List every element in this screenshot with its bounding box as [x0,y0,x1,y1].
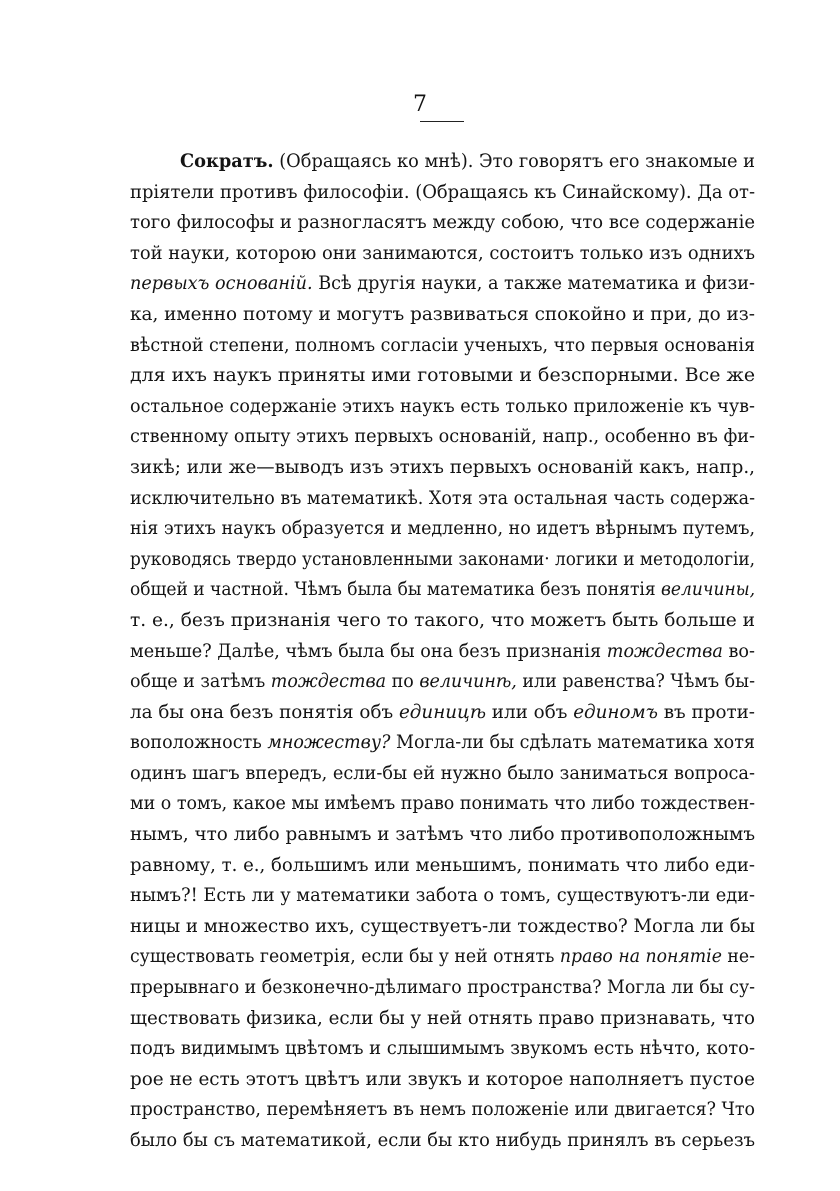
text-run: подъ видимымъ цвѣтомъ и слышимымъ звукомъ есть нѣчто, кото- [130,1037,755,1060]
italic-phrase: первыхъ основаній. [130,272,313,295]
text-run: или объ [485,700,574,723]
text-run: нымъ?! Есть ли у математики забота о томъ, существуютъ-ли еди- [130,884,755,907]
text-run: пріятели противъ философіи. (Обращаясь къ Синайскому). Да от- [130,180,755,203]
text-line [130,788,755,819]
text-line [130,207,755,238]
text-run: нія этихъ наукъ образуется и медленно, но идетъ вѣрнымъ путемъ, [130,517,755,540]
text-run: нымъ, что либо равнымъ и затѣмъ что либо противоположнымъ [130,823,755,846]
italic-phrase: тождества [270,670,387,693]
text-run: руководясь твердо установленными законами· логики и методологіи, [130,547,755,570]
text-line [130,1003,755,1034]
text-run: того философы и разногласятъ между собою, что все содержаніе [130,211,755,234]
text-line [130,758,755,789]
text-run: по [386,670,420,693]
text-run: ществовать физика, если бы у ней отнять право признавать, что [130,1006,755,1029]
text-run: обще и затѣмъ [130,670,271,693]
text-line [130,1064,755,1095]
italic-phrase: множеству? [267,731,391,754]
text-run: ми о томъ, какое мы имѣемъ право понимать что либо тождествен- [130,792,755,815]
text-line [130,452,755,483]
text-run: во- [722,639,755,662]
text-run: меньше? Далѣе, чѣмъ была бы она безъ признанія [130,639,607,662]
italic-phrase: единицѣ [398,700,486,723]
italic-phrase: величины, [661,578,755,601]
text-run: ственному опыту этихъ первыхъ основаній, напр., особенно въ фи- [130,425,755,448]
text-run: было бы съ математикой, если бы кто нибудь принялъ въ серьезъ [130,1129,755,1151]
text-run: Всѣ другія науки, а также математика и физи- [312,272,755,295]
text-line [130,330,755,361]
text-line [130,636,755,667]
text-line [130,513,755,544]
text-line [130,268,755,299]
text-line [130,819,755,850]
text-run: существовать геометрія, если бы у ней отнять [130,945,560,968]
text-run: воположность [130,731,268,754]
text-line [130,941,755,972]
text-line [130,421,755,452]
text-line [130,391,755,422]
page-number-rule [420,121,464,122]
text-run: въ проти- [657,700,755,723]
text-run: исключительно въ математикѣ. Хотя эта остальная часть содержа- [130,486,755,509]
text-line [130,146,755,177]
speaker-name: Сократъ. [180,150,274,172]
text-line [130,1094,755,1125]
text-run: остальное содержаніе этихъ наукъ есть только приложеніе къ чув- [130,394,755,417]
text-run: пространство, перемѣняетъ въ немъ положеніе или двигается? Что [130,1098,755,1121]
text-run: ка, именно потому и могутъ развиваться спокойно и при, до из- [130,302,755,325]
text-run: или равенства? Чѣмъ бы- [516,670,755,693]
italic-phrase: единомъ [573,700,658,723]
italic-phrase: право на понятіе [559,945,722,968]
page-number: 7 [413,92,427,117]
body-text [130,146,755,1156]
text-line [130,972,755,1003]
text-line [130,605,755,636]
text-run: Могла-ли бы сдѣлать математика хотя [390,731,755,754]
text-line [130,880,755,911]
text-run: ла бы она безъ понятія объ [130,700,399,723]
italic-phrase: величинѣ, [419,670,517,693]
text-line [130,177,755,208]
text-run: не- [721,945,755,968]
text-run: общей и частной. Чѣмъ была бы математика безъ понятія [130,578,662,601]
text-run: равному, т. е., большимъ или меньшимъ, понимать что либо еди- [130,853,755,876]
text-run: зикѣ; или же—выводъ изъ этихъ первыхъ основаній какъ, напр., [130,455,755,478]
text-line [130,727,755,758]
text-line [130,544,755,575]
text-line [130,666,755,697]
italic-phrase: тождества [606,639,723,662]
text-run: одинъ шагъ впередъ, если-бы ей нужно было заниматься вопроса- [130,761,755,784]
text-line [130,299,755,330]
text-run: для ихъ наукъ приняты ими готовыми и безспорными. Все же [130,364,755,387]
text-line [130,1125,755,1156]
text-line [130,238,755,269]
text-line [130,697,755,728]
text-run: т. е., безъ признанія чего то такого, что можетъ быть больше и [130,608,755,631]
text-run: вѣстной степени, полномъ согласіи ученыхъ, что первыя основанія [130,333,755,356]
text-run: той науки, которою они занимаются, состоитъ только изъ однихъ [130,241,755,264]
text-line [130,850,755,881]
text-run: рое не есть этотъ цвѣтъ или звукъ и которое наполняетъ пустое [130,1067,755,1090]
text-line [130,483,755,514]
text-run: прерывнаго и безконечно-дѣлимаго пространства? Могла ли бы су- [130,976,755,999]
text-run: ницы и множество ихъ, существуетъ-ли тождество? Могла ли бы [130,914,755,937]
text-run: (Обращаясь ко мнѣ). Это говорятъ его знакомые и [273,150,755,172]
text-line [130,360,755,391]
text-line [130,1033,755,1064]
text-line [130,574,755,605]
text-line [130,911,755,942]
